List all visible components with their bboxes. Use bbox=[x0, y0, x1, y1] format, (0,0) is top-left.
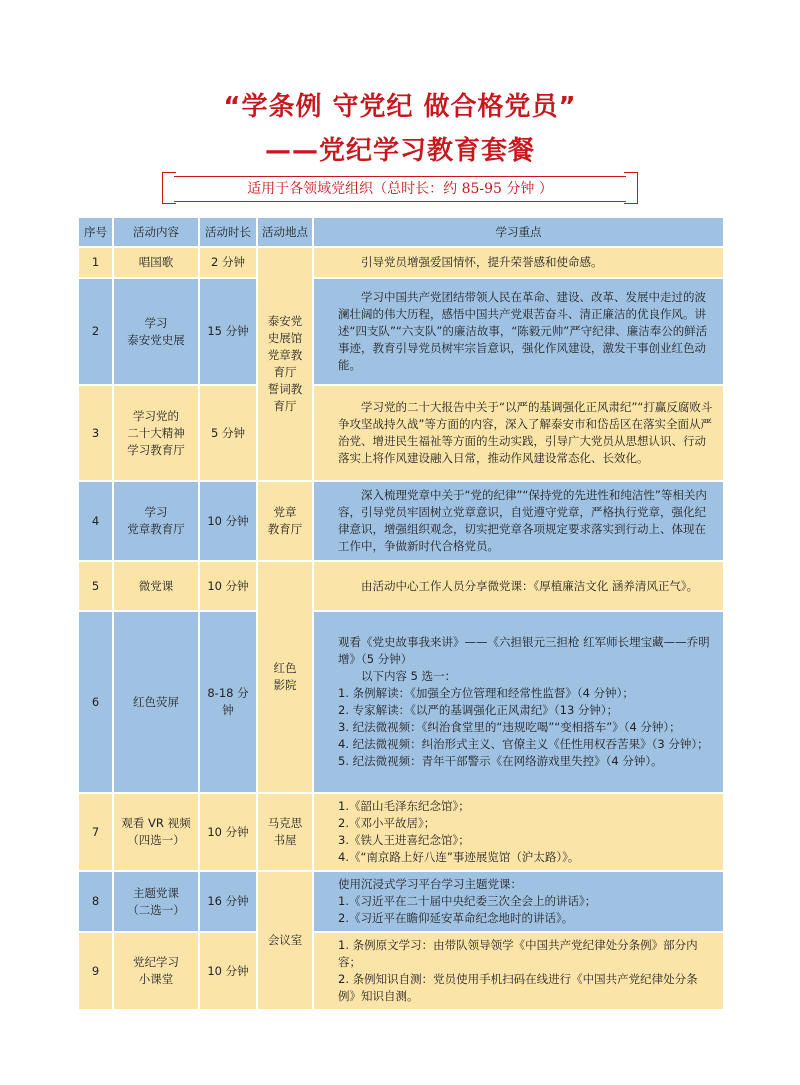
title-line-2: ——党纪学习教育套餐 bbox=[264, 136, 535, 166]
table-row bbox=[78, 385, 724, 481]
focus-cell bbox=[313, 481, 724, 561]
row-number: 5 bbox=[78, 561, 113, 611]
location-cell: 会议室 bbox=[257, 871, 313, 1010]
activity-cell: 观看 VR 视频 （四选一） bbox=[113, 793, 199, 871]
focus-line: 1. 条例原文学习：由带队领导领学《中国共产党纪律处分条例》部分内容； bbox=[338, 938, 698, 969]
focus-cell bbox=[313, 385, 724, 481]
activity-cell: 主题党课 （二选一） bbox=[113, 871, 199, 932]
focus-line: 2.《习近平在瞻仰延安革命纪念地时的讲话》。 bbox=[338, 911, 574, 925]
focus-cell bbox=[313, 247, 724, 278]
header-activity: 活动内容 bbox=[113, 217, 199, 247]
focus-line: 使用沉浸式学习平台学习主题党课： bbox=[338, 877, 522, 891]
focus-line: 学习党的二十大报告中关于“以严的基调强化正风肃纪”“打赢反腐败斗争攻坚战持久战”等方面的内容，深入了解泰安市和岱岳区在落实全面从严治党、增进民生福祉等方面的生动实践，引导广大党员从思想认识、行动落实上将作风建设融入日常，推动作风建设常态化、长效化。 bbox=[338, 400, 713, 465]
activity-cell: 学习党的 二十大精神 学习教育厅 bbox=[113, 385, 199, 481]
focus-line: 5. 纪法微视频：青年干部警示《在网络游戏里失控》（4 分钟）。 bbox=[338, 754, 663, 768]
focus-line: 深入梳理党章中关于“党的纪律”“保持党的先进性和纯洁性”等相关内容，引导党员牢固树立党章意识，自觉遵守党章，严格执行党章，强化纪律意识，增强组织观念，切实把党章各项规定要求落实到行动上、体现在工作中，争做新时代合格党员。 bbox=[338, 488, 707, 553]
row-number: 6 bbox=[78, 611, 113, 793]
header-focus: 学习重点 bbox=[313, 217, 724, 247]
row-number: 7 bbox=[78, 793, 113, 871]
focus-line: 观看《党史故事我来讲》——《六担银元三担枪 红军师长埋宝藏——乔明增》（5 分钟） bbox=[338, 635, 710, 666]
header-no: 序号 bbox=[78, 217, 113, 247]
focus-line: 3.《铁人王进喜纪念馆》； bbox=[338, 833, 470, 847]
activity-cell: 微党课 bbox=[113, 561, 199, 611]
focus-line: 引导党员增强爱国情怀，提升荣誉感和使命感。 bbox=[361, 255, 603, 269]
location-cell: 红色 影院 bbox=[257, 561, 313, 793]
activity-cell: 学习 党章教育厅 bbox=[113, 481, 199, 561]
table-row bbox=[78, 611, 724, 793]
row-number: 3 bbox=[78, 385, 113, 481]
header-duration: 活动时长 bbox=[199, 217, 257, 247]
focus-cell bbox=[313, 278, 724, 385]
duration-cell: 5 分钟 bbox=[199, 385, 257, 481]
title-line-1: “学条例 守党纪 做合格党员” bbox=[223, 92, 577, 122]
subtitle-ribbon: 适用于各领域党组织（总时长：约 85-95 分钟 ） bbox=[174, 176, 626, 202]
duration-cell: 10 分钟 bbox=[199, 561, 257, 611]
duration-cell: 10 分钟 bbox=[199, 932, 257, 1010]
row-number: 2 bbox=[78, 278, 113, 385]
row-number: 9 bbox=[78, 932, 113, 1010]
table-header-row bbox=[78, 217, 724, 247]
activity-cell: 唱国歌 bbox=[113, 247, 199, 278]
focus-line: 2. 专家解读：《以严的基调强化正风肃纪》（13 分钟）； bbox=[338, 703, 619, 717]
location-cell: 党章 教育厅 bbox=[257, 481, 313, 561]
focus-cell bbox=[313, 871, 724, 932]
focus-cell bbox=[313, 932, 724, 1010]
focus-line: 1.《韶山毛泽东纪念馆》； bbox=[338, 799, 470, 813]
activity-cell: 红色荧屏 bbox=[113, 611, 199, 793]
duration-cell: 2 分钟 bbox=[199, 247, 257, 278]
table-row bbox=[78, 481, 724, 561]
focus-line: 4.《“南京路上好八连”事迹展览馆（沪太路）》。 bbox=[338, 850, 580, 864]
table-row bbox=[78, 278, 724, 385]
activity-cell: 党纪学习 小课堂 bbox=[113, 932, 199, 1010]
activity-cell: 学习 泰安党史展 bbox=[113, 278, 199, 385]
table-row bbox=[78, 793, 724, 871]
focus-cell bbox=[313, 561, 724, 611]
ribbon-right-end bbox=[624, 172, 638, 204]
duration-cell: 8-18 分 钟 bbox=[199, 611, 257, 793]
focus-cell bbox=[313, 611, 724, 793]
table-row bbox=[78, 247, 724, 278]
duration-cell: 10 分钟 bbox=[199, 481, 257, 561]
header-location: 活动地点 bbox=[257, 217, 313, 247]
table-row bbox=[78, 561, 724, 611]
row-number: 4 bbox=[78, 481, 113, 561]
focus-line: 以下内容 5 选一： bbox=[361, 669, 457, 683]
focus-line: 1.《习近平在二十届中央纪委三次全会上的讲话》； bbox=[338, 894, 597, 908]
focus-line: 1. 条例解读：《加强全方位管理和经常性监督》（4 分钟）； bbox=[338, 686, 634, 700]
schedule-table bbox=[77, 216, 725, 1011]
focus-line: 4. 纪法微视频：纠治形式主义、官僚主义《任性用权吞苦果》（3 分钟）； bbox=[338, 737, 709, 751]
duration-cell: 15 分钟 bbox=[199, 278, 257, 385]
duration-cell: 10 分钟 bbox=[199, 793, 257, 871]
row-number: 8 bbox=[78, 871, 113, 932]
duration-cell: 16 分钟 bbox=[199, 871, 257, 932]
row-number: 1 bbox=[78, 247, 113, 278]
focus-line: 学习中国共产党团结带领人民在革命、建设、改革、发展中走过的波澜壮阔的伟大历程，感悟中国共产党艰苦奋斗、清正廉洁的优良作风。讲述“四支队”“六支队”的廉洁故事，“陈毅元帅”严守纪律、廉洁奉公的鲜活事迹，教育引导党员树牢宗旨意识，强化作风建设，激发干事创业红色动能。 bbox=[338, 290, 708, 372]
focus-line: 2.《邓小平故居》； bbox=[338, 816, 436, 830]
focus-line: 3. 纪法微视频：《纠治食堂里的“违规吃喝”“变相搭车”》（4 分钟）； bbox=[338, 720, 681, 734]
focus-line: 2. 条例知识自测：党员使用手机扫码在线进行《中国共产党纪律处分条例》知识自测。 bbox=[338, 972, 698, 1003]
table-row bbox=[78, 932, 724, 1010]
location-cell: 泰安党 史展馆 党章教 育厅 誓词教 育厅 bbox=[257, 247, 313, 481]
focus-line: 由活动中心工作人员分享微党课：《厚植廉洁文化 涵养清风正气》。 bbox=[361, 578, 699, 593]
location-cell: 马克思 书屋 bbox=[257, 793, 313, 871]
table-row bbox=[78, 871, 724, 932]
focus-cell bbox=[313, 793, 724, 871]
